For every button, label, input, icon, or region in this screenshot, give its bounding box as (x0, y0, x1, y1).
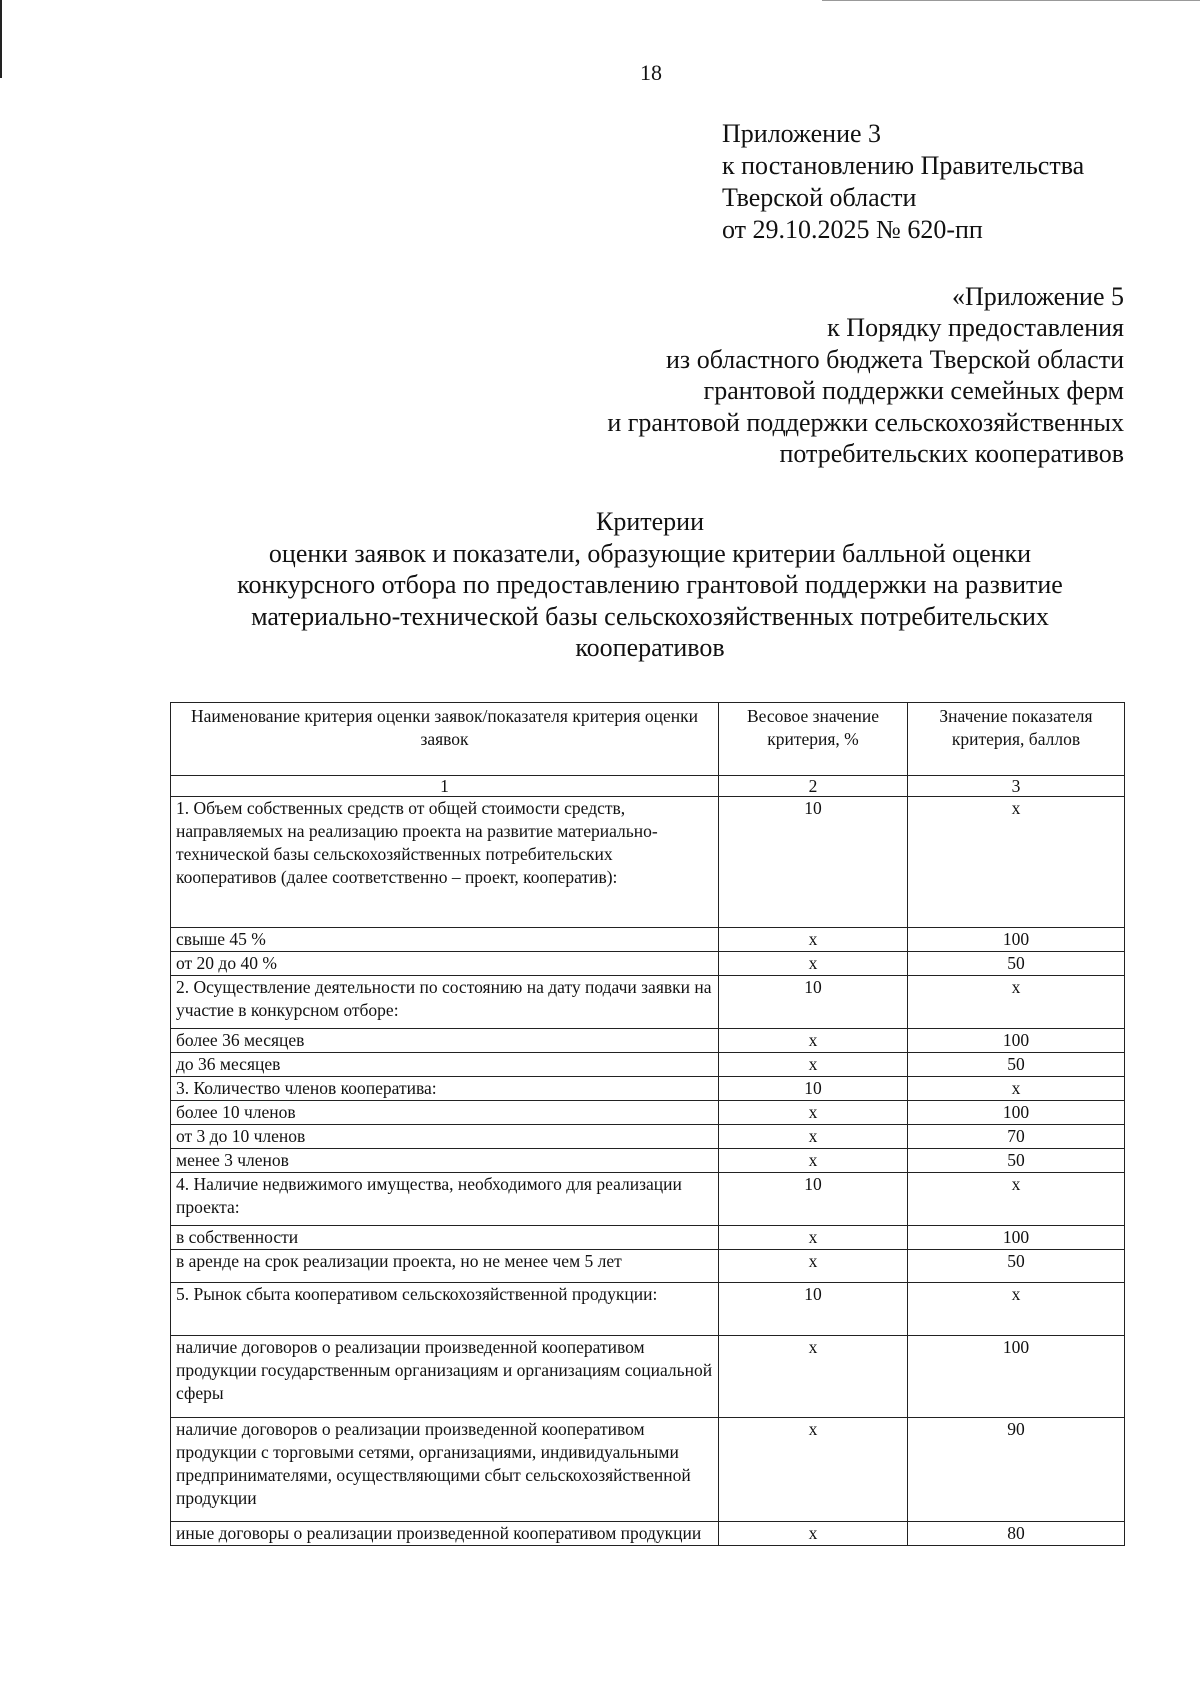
column-number: 1 (171, 776, 719, 797)
table-row (171, 1418, 1125, 1522)
criterion-weight: х (719, 1029, 908, 1053)
scan-left-edge-mark (0, 0, 2, 78)
criterion-score: 100 (908, 1336, 1125, 1418)
title-line: материально-технической базы сельскохозяйственных потребительских (251, 601, 1049, 631)
criterion-score: 50 (908, 1149, 1125, 1173)
table-column-numbers-row (171, 776, 1125, 797)
annex-line: Приложение 3 (722, 119, 882, 148)
criterion-name: 2. Осуществление деятельности по состоянию на дату подачи заявки на участие в конкурсном отборе: (171, 976, 719, 1029)
order-annex-line: из областного бюджета Тверской области (666, 344, 1124, 374)
table-row (171, 1125, 1125, 1149)
criteria-table (170, 702, 1125, 1546)
order-annex-line: потребительских кооперативов (779, 439, 1124, 469)
criterion-name: до 36 месяцев (171, 1053, 719, 1077)
criterion-name: наличие договоров о реализации произведенной кооперативом продукции с торговыми сетями, организациями, индивидуальными предпринимателями, осуществляющими сбыт сельскохозяйственной продукции (171, 1418, 719, 1522)
criterion-name: более 10 членов (171, 1101, 719, 1125)
criterion-score: 50 (908, 1250, 1125, 1283)
table-row (171, 1522, 1125, 1546)
criterion-weight: х (719, 1522, 908, 1546)
table-row (171, 1283, 1125, 1336)
criterion-weight: х (719, 1101, 908, 1125)
table-row (171, 1077, 1125, 1101)
criterion-name: от 20 до 40 % (171, 952, 719, 976)
criterion-score: х (908, 1077, 1125, 1101)
order-annex-line: грантовой поддержки семейных ферм (703, 376, 1124, 406)
criterion-score: 90 (908, 1418, 1125, 1522)
criterion-weight: х (719, 928, 908, 952)
column-number: 2 (719, 776, 908, 797)
criterion-score: 100 (908, 928, 1125, 952)
criterion-score: 70 (908, 1125, 1125, 1149)
criterion-name: 5. Рынок сбыта кооперативом сельскохозяйственной продукции: (171, 1283, 719, 1336)
order-annex-line: к Порядку предоставления (827, 313, 1124, 343)
annex-line: к постановлению Правительства (722, 151, 1085, 180)
order-annex-line: «Приложение 5 (951, 282, 1124, 311)
table-row (171, 1226, 1125, 1250)
criterion-weight: х (719, 1226, 908, 1250)
criterion-name: 1. Объем собственных средств от общей стоимости средств, направляемых на реализацию проекта на развитие материально-технической базы сельскохозяйственных потребительских кооперативов (далее соответственно – проект, кооператив): (171, 797, 719, 928)
criterion-name: 4. Наличие недвижимого имущества, необходимого для реализации проекта: (171, 1173, 719, 1226)
criterion-name: иные договоры о реализации произведенной кооперативом продукции (171, 1522, 719, 1546)
header-criterion-name: Наименование критерия оценки заявок/показателя критерия оценки заявок (171, 703, 719, 776)
order-annex-heading (607, 281, 1124, 469)
criterion-weight: х (719, 1336, 908, 1418)
criterion-weight: 10 (719, 1173, 908, 1226)
header-weight: Весовое значение критерия, % (719, 703, 908, 776)
criterion-weight: х (719, 1053, 908, 1077)
criterion-score: 80 (908, 1522, 1125, 1546)
criterion-score: 100 (908, 1029, 1125, 1053)
annex-line: от 29.10.2025 № 620-пп (722, 215, 983, 244)
column-number: 3 (908, 776, 1125, 797)
document-title (150, 506, 1150, 664)
annex-heading (722, 118, 1084, 246)
table-row (171, 1149, 1125, 1173)
criterion-score: 100 (908, 1101, 1125, 1125)
criterion-name: свыше 45 % (171, 928, 719, 952)
table-header-row (171, 703, 1125, 776)
table-row (171, 1250, 1125, 1283)
criterion-score: х (908, 1283, 1125, 1336)
criterion-weight: х (719, 1418, 908, 1522)
criterion-weight: 10 (719, 1283, 908, 1336)
table-row (171, 1053, 1125, 1077)
table-row (171, 1101, 1125, 1125)
table-row (171, 1173, 1125, 1226)
table-row (171, 1029, 1125, 1053)
table-row (171, 976, 1125, 1029)
order-annex-line: и грантовой поддержки сельскохозяйственных (607, 407, 1124, 437)
scan-top-edge-mark (822, 0, 1200, 1)
criterion-weight: 10 (719, 976, 908, 1029)
criterion-name: в собственности (171, 1226, 719, 1250)
criterion-score: 50 (908, 1053, 1125, 1077)
title-line: оценки заявок и показатели, образующие критерии балльной оценки (268, 538, 1032, 568)
criterion-name: 3. Количество членов кооператива: (171, 1077, 719, 1101)
criterion-name: менее 3 членов (171, 1149, 719, 1173)
page-number: 18 (640, 60, 662, 85)
criterion-weight: 10 (719, 1077, 908, 1101)
criterion-score: 50 (908, 952, 1125, 976)
criterion-score: х (908, 1173, 1125, 1226)
table-row (171, 952, 1125, 976)
title-line: Критерии (596, 507, 704, 536)
criterion-weight: х (719, 1149, 908, 1173)
criterion-name: от 3 до 10 членов (171, 1125, 719, 1149)
annex-line: Тверской области (722, 183, 917, 212)
criterion-name: наличие договоров о реализации произведенной кооперативом продукции государственным организациям и организациям социальной сферы (171, 1336, 719, 1418)
title-line: кооперативов (575, 633, 725, 663)
header-score: Значение показателя критерия, баллов (908, 703, 1125, 776)
criterion-weight: х (719, 1125, 908, 1149)
table-row (171, 928, 1125, 952)
criterion-weight: х (719, 1250, 908, 1283)
table-row (171, 797, 1125, 928)
criterion-score: х (908, 976, 1125, 1029)
table-row (171, 1336, 1125, 1418)
criterion-name: более 36 месяцев (171, 1029, 719, 1053)
criterion-score: х (908, 797, 1125, 928)
criterion-weight: х (719, 952, 908, 976)
title-line: конкурсного отбора по предоставлению грантовой поддержки на развитие (237, 570, 1063, 600)
criterion-weight: 10 (719, 797, 908, 928)
criterion-score: 100 (908, 1226, 1125, 1250)
criterion-name: в аренде на срок реализации проекта, но не менее чем 5 лет (171, 1250, 719, 1283)
